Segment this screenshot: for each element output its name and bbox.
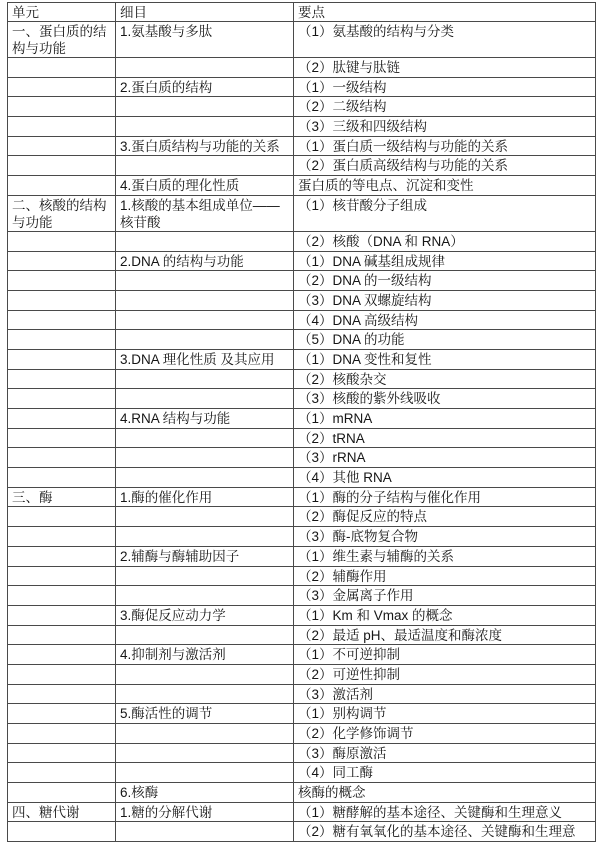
item-cell: 3.酶促反应动力学 [116,605,294,625]
unit-cell [8,310,116,330]
point-cell: （5）DNA 的功能 [294,330,596,350]
point-cell: （1）糖酵解的基本途径、关键酶和生理意义 [294,802,596,822]
unit-cell [8,527,116,547]
point-cell: （3）金属离子作用 [294,586,596,606]
unit-cell [8,586,116,606]
unit-cell [8,369,116,389]
table-row [8,822,596,842]
item-cell [116,231,294,251]
unit-cell [8,389,116,409]
table-row [8,117,596,137]
unit-cell [8,664,116,684]
point-cell: （3）酶-底物复合物 [294,527,596,547]
table-row [8,802,596,822]
item-cell [116,330,294,350]
header-cell-unit: 单元 [8,3,116,22]
item-cell: 4.RNA 结构与功能 [116,409,294,429]
table-row [8,349,596,369]
point-cell: （2）tRNA [294,428,596,448]
item-cell: 1.糖的分解代谢 [116,802,294,822]
item-cell: 3.DNA 理化性质 及其应用 [116,349,294,369]
point-cell: （2）酶促反应的特点 [294,507,596,527]
item-cell [116,369,294,389]
item-cell [116,389,294,409]
item-cell: 2.DNA 的结构与功能 [116,251,294,271]
unit-cell: 二、核酸的结构与功能 [8,195,116,231]
unit-cell [8,783,116,803]
item-cell: 3.蛋白质结构与功能的关系 [116,136,294,156]
item-cell [116,468,294,488]
point-cell: （1）mRNA [294,409,596,429]
table-row [8,763,596,783]
header-cell-point: 要点 [294,3,596,22]
unit-cell [8,448,116,468]
table-row [8,724,596,744]
table-row [8,195,596,231]
table-row [8,231,596,251]
table-body [8,22,596,842]
table-row [8,546,596,566]
point-cell: （3）核酸的紫外线吸收 [294,389,596,409]
point-cell: （2）化学修饰调节 [294,724,596,744]
point-cell: （3）rRNA [294,448,596,468]
point-cell: （1）一级结构 [294,77,596,97]
table-row [8,271,596,291]
table-row [8,645,596,665]
item-cell [116,664,294,684]
point-cell: （2）辅酶作用 [294,566,596,586]
point-cell: （3）激活剂 [294,684,596,704]
unit-cell [8,645,116,665]
item-cell [116,58,294,78]
item-cell [116,117,294,137]
unit-cell [8,724,116,744]
item-cell [116,271,294,291]
unit-cell [8,136,116,156]
point-cell: （2）肽键与肽链 [294,58,596,78]
table-row [8,409,596,429]
unit-cell [8,822,116,842]
unit-cell [8,566,116,586]
table-row [8,704,596,724]
item-cell [116,763,294,783]
point-cell: （1）蛋白质一级结构与功能的关系 [294,136,596,156]
point-cell: （1）核苷酸分子组成 [294,195,596,231]
unit-cell [8,330,116,350]
point-cell: （2）最适 pH、最适温度和酶浓度 [294,625,596,645]
point-cell: （1）氨基酸的结构与分类 [294,22,596,58]
point-cell: （3）酶原激活 [294,743,596,763]
point-cell: （1）维生素与辅酶的关系 [294,546,596,566]
point-cell: （2）核酸杂交 [294,369,596,389]
point-cell: （2）蛋白质高级结构与功能的关系 [294,156,596,176]
unit-cell [8,605,116,625]
unit-cell [8,507,116,527]
table-row [8,566,596,586]
unit-cell: 四、糖代谢 [8,802,116,822]
table-row [8,369,596,389]
unit-cell [8,743,116,763]
unit-cell [8,231,116,251]
item-cell [116,743,294,763]
item-cell [116,724,294,744]
table-row [8,487,596,507]
header-cell-item: 细目 [116,3,294,22]
point-cell: （4）同工酶 [294,763,596,783]
table-row [8,176,596,196]
point-cell: （2）二级结构 [294,97,596,117]
point-cell: （1）Km 和 Vmax 的概念 [294,605,596,625]
item-cell [116,822,294,842]
point-cell: （4）DNA 高级结构 [294,310,596,330]
point-cell: （2）核酸（DNA 和 RNA） [294,231,596,251]
table-row [8,330,596,350]
table-row [8,136,596,156]
point-cell: （3）DNA 双螺旋结构 [294,290,596,310]
point-cell: （1）不可逆抑制 [294,645,596,665]
point-cell: （2）DNA 的一级结构 [294,271,596,291]
item-cell [116,310,294,330]
table-row [8,22,596,58]
unit-cell [8,546,116,566]
item-cell [116,448,294,468]
item-cell [116,156,294,176]
unit-cell [8,97,116,117]
unit-cell [8,625,116,645]
unit-cell [8,176,116,196]
item-cell: 1.氨基酸与多肽 [116,22,294,58]
table-row [8,310,596,330]
point-cell: （2）糖有氧氧化的基本途径、关键酶和生理意 [294,822,596,842]
unit-cell [8,428,116,448]
unit-cell [8,763,116,783]
table-row [8,507,596,527]
table-row [8,468,596,488]
unit-cell: 一、蛋白质的结构与功能 [8,22,116,58]
item-cell [116,507,294,527]
point-cell: （2）可逆性抑制 [294,664,596,684]
item-cell [116,566,294,586]
unit-cell [8,704,116,724]
table-row [8,428,596,448]
syllabus-table [7,2,596,842]
table-row [8,783,596,803]
item-cell [116,428,294,448]
table-row [8,625,596,645]
unit-cell [8,684,116,704]
table-row [8,58,596,78]
table-row [8,527,596,547]
item-cell: 2.蛋白质的结构 [116,77,294,97]
table-row [8,664,596,684]
point-cell: 核酶的概念 [294,783,596,803]
table-row [8,743,596,763]
unit-cell [8,290,116,310]
table-row [8,684,596,704]
point-cell: （1）DNA 碱基组成规律 [294,251,596,271]
point-cell: （4）其他 RNA [294,468,596,488]
point-cell: （3）三级和四级结构 [294,117,596,137]
table-row [8,77,596,97]
item-cell: 6.核酶 [116,783,294,803]
item-cell [116,97,294,117]
point-cell: （1）别构调节 [294,704,596,724]
table-row [8,389,596,409]
table-row [8,156,596,176]
item-cell: 4.抑制剂与激活剂 [116,645,294,665]
item-cell [116,684,294,704]
point-cell: （1）酶的分子结构与催化作用 [294,487,596,507]
unit-cell [8,409,116,429]
unit-cell [8,117,116,137]
point-cell: （1）DNA 变性和复性 [294,349,596,369]
item-cell: 5.酶活性的调节 [116,704,294,724]
item-cell [116,527,294,547]
item-cell: 4.蛋白质的理化性质 [116,176,294,196]
point-cell: 蛋白质的等电点、沉淀和变性 [294,176,596,196]
unit-cell [8,58,116,78]
table-row [8,251,596,271]
table-row [8,605,596,625]
item-cell [116,586,294,606]
unit-cell [8,349,116,369]
item-cell: 1.核酸的基本组成单位——核苷酸 [116,195,294,231]
table-row [8,97,596,117]
unit-cell [8,468,116,488]
unit-cell: 三、酶 [8,487,116,507]
table-header [8,3,596,22]
unit-cell [8,77,116,97]
item-cell: 2.辅酶与酶辅助因子 [116,546,294,566]
item-cell [116,290,294,310]
table-row [8,586,596,606]
table-row [8,290,596,310]
unit-cell [8,251,116,271]
table-header-row [8,3,596,22]
item-cell [116,625,294,645]
unit-cell [8,271,116,291]
unit-cell [8,156,116,176]
table-row [8,448,596,468]
item-cell: 1.酶的催化作用 [116,487,294,507]
